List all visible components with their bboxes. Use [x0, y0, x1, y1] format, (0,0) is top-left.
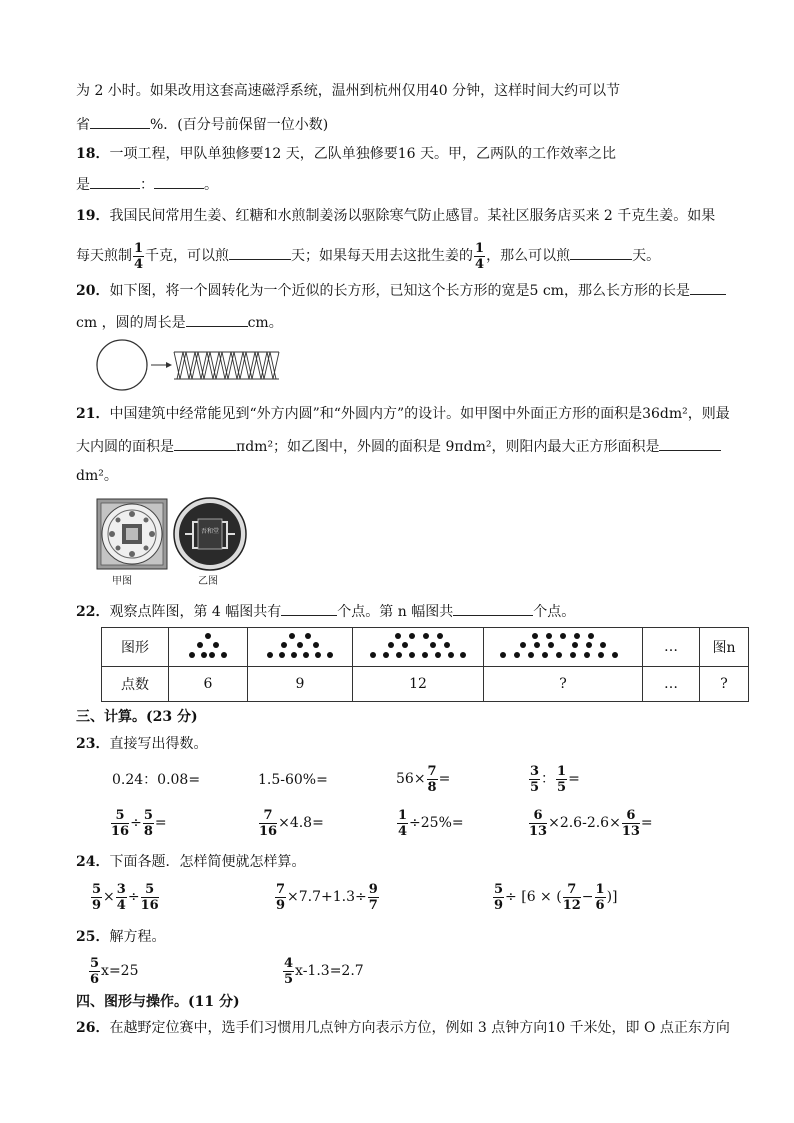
- frac-denominator: 6: [595, 897, 605, 913]
- q24c-minus: −: [581, 889, 594, 905]
- q21-text-a: 大内圆的面积是: [76, 439, 174, 455]
- section-4-title: 四、图形与操作。(11 分): [76, 994, 240, 1010]
- e5-fraction-2: [143, 808, 154, 839]
- frac-denominator: 5: [530, 779, 540, 795]
- frac-denominator: 9: [92, 897, 102, 913]
- dot-figure-1: [178, 628, 238, 662]
- dot-figure-4: [493, 628, 633, 662]
- q25-number: 25．: [76, 929, 110, 945]
- q25-a: [88, 954, 139, 988]
- frac-denominator: 16: [111, 823, 130, 839]
- yi-figure: [174, 498, 246, 570]
- dot-pattern-table: [101, 627, 749, 702]
- q24-number: 24．: [76, 854, 110, 870]
- frac-denominator: 9: [494, 897, 504, 913]
- frac-denominator: 4: [134, 256, 144, 272]
- q23-e8: [528, 806, 653, 840]
- frac-denominator: 7: [368, 897, 378, 913]
- q18-text: 一项工程，甲队单独修要12 天，乙队单独修要16 天。甲，乙两队的工作效率之比: [109, 146, 617, 162]
- frac-denominator: 9: [276, 897, 286, 913]
- q26-number: 26．: [76, 1020, 110, 1036]
- q19-text-e: 天。: [632, 248, 661, 264]
- q24a-fraction-2: [116, 882, 127, 913]
- q19-text-d: ，那么可以煎: [486, 248, 571, 264]
- q20-blank-2[interactable]: [186, 312, 248, 327]
- q22-text-a: 观察点阵图，第 4 幅图共有: [109, 604, 282, 620]
- frac-numerator: 9: [368, 881, 378, 897]
- e4-op: ：: [541, 771, 556, 787]
- row-label-cell: 点数: [102, 667, 169, 702]
- q21-line2: [76, 436, 721, 457]
- frac-denominator: 13: [529, 823, 548, 839]
- e6-text: ×4.8=: [278, 815, 324, 831]
- q23-e5: [110, 806, 167, 840]
- q24-title: [76, 852, 305, 872]
- frac-numerator: 6: [529, 808, 547, 824]
- q24a-op2: ÷: [127, 889, 140, 905]
- q25a-text: x=25: [101, 963, 139, 979]
- q22-text-b: 个点。第 n 幅图共: [337, 604, 454, 620]
- q22-blank-2[interactable]: [453, 601, 533, 616]
- e8-mid: ×2.6-2.6×: [548, 815, 621, 831]
- q22-line: [76, 601, 575, 622]
- q20-blank-1[interactable]: [690, 280, 726, 295]
- q25-b: [282, 954, 364, 988]
- dot-figure-3: [363, 628, 473, 662]
- count-cell-1: 6: [169, 667, 248, 702]
- frac-numerator: 7: [427, 763, 437, 779]
- q25b-text: x-1.3=2.7: [295, 963, 364, 979]
- seal-text: 吾和堂: [200, 528, 220, 535]
- q22-text-c: 个点。: [533, 604, 576, 620]
- q25-text: 解方程。: [109, 929, 166, 945]
- count-cell-n: ?: [700, 667, 749, 702]
- q24b-fraction-1: [275, 882, 286, 913]
- frac-numerator: 7: [563, 882, 581, 898]
- e8-eq: =: [640, 815, 653, 831]
- q23-e7: [396, 806, 464, 840]
- q24-c: [492, 880, 618, 914]
- frac-denominator: 5: [557, 779, 567, 795]
- frac-denominator: 4: [398, 823, 408, 839]
- q18-line2: [76, 174, 218, 195]
- frac-denominator: 16: [140, 897, 159, 913]
- e3-fraction: [427, 764, 438, 795]
- q25-title: [76, 927, 165, 947]
- frac-numerator: 5: [494, 881, 504, 897]
- frac-numerator: 5: [141, 882, 159, 898]
- q25a-fraction: [89, 956, 100, 987]
- q23-title: [76, 734, 207, 754]
- jia-figure: [97, 499, 167, 569]
- q18-blank-1[interactable]: [90, 174, 140, 189]
- approx-rectangle-shape: [174, 352, 279, 379]
- q23-e1: 0.24：0.08=: [112, 772, 201, 788]
- frac-numerator: 7: [259, 808, 277, 824]
- q24-b: [274, 880, 380, 914]
- q21-blank-2[interactable]: [659, 436, 721, 451]
- frac-numerator: 7: [276, 881, 286, 897]
- frac-denominator: 4: [475, 256, 485, 272]
- q18-end: 。: [204, 177, 218, 193]
- table-row: [102, 628, 749, 667]
- e4-eq: =: [568, 771, 580, 787]
- q19-text-c: 天；如果每天用去这批生姜的: [291, 248, 474, 264]
- q18-blank-2[interactable]: [154, 174, 204, 189]
- circle-shape: [97, 340, 147, 390]
- q21-number: 21．: [76, 406, 110, 422]
- q24-text: 下面各题．怎样简便就怎样算。: [109, 854, 306, 870]
- count-cell-4: ?: [484, 667, 643, 702]
- e7-fraction: [397, 808, 408, 839]
- figure-4-cell: [484, 628, 643, 667]
- q19-text-a: 每天煎制: [76, 248, 132, 264]
- q23-text: 直接写出得数。: [109, 736, 208, 752]
- count-cell-3: 12: [353, 667, 484, 702]
- q19-text: 我国民间常用生姜、红糖和水煎制姜汤以驱除寒气防止感冒。某社区服务店买来 2 千克生姜。如果: [109, 208, 716, 224]
- q21-text-b: πdm²；如乙图中，外圆的面积是 9πdm²，则阳内最大正方形面积是: [236, 439, 660, 455]
- q19-fraction-2: [474, 241, 485, 272]
- e3-eq: =: [438, 771, 451, 787]
- e5-op: ÷: [130, 815, 142, 831]
- q24c-fraction-3: [595, 882, 606, 913]
- frac-numerator: 5: [90, 955, 100, 971]
- frac-denominator: 6: [90, 971, 100, 987]
- frac-numerator: 5: [92, 881, 102, 897]
- q17-line2: [76, 114, 328, 135]
- q24-a: [90, 880, 160, 914]
- q18-line1: [76, 144, 616, 164]
- q24a-op1: ×: [103, 889, 115, 905]
- e4-fraction-2: [556, 764, 567, 795]
- q19-line2: [76, 240, 660, 272]
- q20-number: 20．: [76, 283, 110, 299]
- jia-label: 甲图: [112, 576, 132, 587]
- frac-numerator: 5: [111, 808, 129, 824]
- frac-numerator: 6: [622, 808, 640, 824]
- frac-numerator: 1: [134, 240, 144, 256]
- frac-numerator: 1: [557, 763, 567, 779]
- q17-text-b: %．(百分号前保留一位小数): [150, 117, 329, 133]
- figure-2-cell: [248, 628, 353, 667]
- q21-line3: dm²。: [76, 468, 118, 484]
- frac-denominator: 13: [621, 823, 640, 839]
- e8-fraction-2: [622, 808, 640, 839]
- q20-text-b: cm。: [247, 315, 283, 331]
- e6-fraction: [259, 808, 277, 839]
- e3-text: 56×: [396, 771, 426, 787]
- q19-blank-2[interactable]: [570, 245, 632, 260]
- frac-numerator: 1: [595, 881, 605, 897]
- q19-fraction-1: [133, 241, 144, 272]
- header-label-cell: 图形: [102, 628, 169, 667]
- q24c-end: )]: [606, 889, 618, 905]
- frac-denominator: 4: [116, 897, 126, 913]
- q18-colon: ：: [140, 177, 154, 193]
- figure-n-cell: 图n: [700, 628, 749, 667]
- frac-denominator: 5: [284, 971, 294, 987]
- q24c-mid: ÷ [6 × (: [505, 889, 562, 905]
- count-cell-2: 9: [248, 667, 353, 702]
- yi-label: 乙图: [198, 576, 218, 587]
- q26-line1: [76, 1018, 730, 1038]
- q23-e4: [528, 762, 580, 796]
- q23-e6: [258, 806, 324, 840]
- q20-text-a: cm ，圆的周长是: [76, 315, 186, 331]
- frac-numerator: 1: [398, 807, 408, 823]
- frac-numerator: 3: [530, 763, 540, 779]
- q22-number: 22．: [76, 604, 110, 620]
- q22-blank-1[interactable]: [281, 601, 337, 616]
- frac-denominator: 16: [259, 823, 278, 839]
- q21-line1: [76, 404, 730, 424]
- q20-circle-to-rectangle-figure: [96, 338, 286, 394]
- q25b-fraction: [283, 956, 294, 987]
- e8-fraction-1: [529, 808, 547, 839]
- q17-line1: 为 2 小时。如果改用这套高速磁浮系统，温州到杭州仅用40 分钟，这样时间大约可以节: [76, 83, 621, 99]
- q20-line2: [76, 312, 283, 333]
- ellipsis-cell: …: [643, 628, 700, 667]
- q26-text: 在越野定位赛中，选手们习惯用几点钟方向表示方位，例如 3 点钟方向10 千米处，即 O 点正东方向: [109, 1020, 730, 1036]
- frac-denominator: 12: [562, 897, 581, 913]
- figure-1-cell: [169, 628, 248, 667]
- q24a-fraction-1: [91, 882, 102, 913]
- frac-numerator: 4: [284, 955, 294, 971]
- q19-line1: [76, 206, 715, 226]
- ellipsis-count-cell: …: [643, 667, 700, 702]
- q20-line1: [76, 280, 726, 301]
- q19-blank-1[interactable]: [229, 245, 291, 260]
- q19-text-b: 千克，可以煎: [145, 248, 230, 264]
- figure-3-cell: [353, 628, 484, 667]
- q20-text: 如下图，将一个圆转化为一个近似的长方形，已知这个长方形的宽是5 cm，那么长方形的长是: [109, 283, 690, 299]
- frac-numerator: 3: [116, 881, 126, 897]
- q24c-fraction-2: [563, 882, 581, 913]
- frac-denominator: 8: [143, 823, 153, 839]
- e4-fraction-1: [529, 764, 540, 795]
- frac-denominator: 8: [427, 779, 437, 795]
- q23-e3: [396, 762, 450, 796]
- dot-figure-2: [260, 628, 340, 662]
- q21-text: 中国建筑中经常能见到“外方内圆”和“外圆内方”的设计。如甲图中外面正方形的面积是36dm²，则最: [109, 406, 730, 422]
- arrow-head-icon: [166, 362, 172, 368]
- e7-text: ÷25%=: [409, 815, 464, 831]
- q24b-fraction-2: [368, 882, 379, 913]
- q23-number: 23．: [76, 736, 110, 752]
- q24b-mid: ×7.7+1.3÷: [287, 889, 367, 905]
- q21-blank-1[interactable]: [174, 436, 236, 451]
- q18-text-a: 是: [76, 177, 90, 193]
- q19-number: 19．: [76, 208, 110, 224]
- q24c-fraction-1: [493, 882, 504, 913]
- frac-numerator: 5: [143, 807, 153, 823]
- e5-fraction-1: [111, 808, 129, 839]
- q23-e2: 1.5-60%=: [258, 772, 328, 788]
- e5-eq: =: [154, 815, 167, 831]
- q17-answer-blank[interactable]: [90, 114, 150, 129]
- q18-number: 18．: [76, 146, 110, 162]
- table-row: [102, 667, 749, 702]
- section-3-title: 三、计算。(23 分): [76, 709, 198, 725]
- q24a-fraction-3: [141, 882, 159, 913]
- q17-text-a: 省: [76, 117, 90, 133]
- frac-numerator: 1: [475, 240, 485, 256]
